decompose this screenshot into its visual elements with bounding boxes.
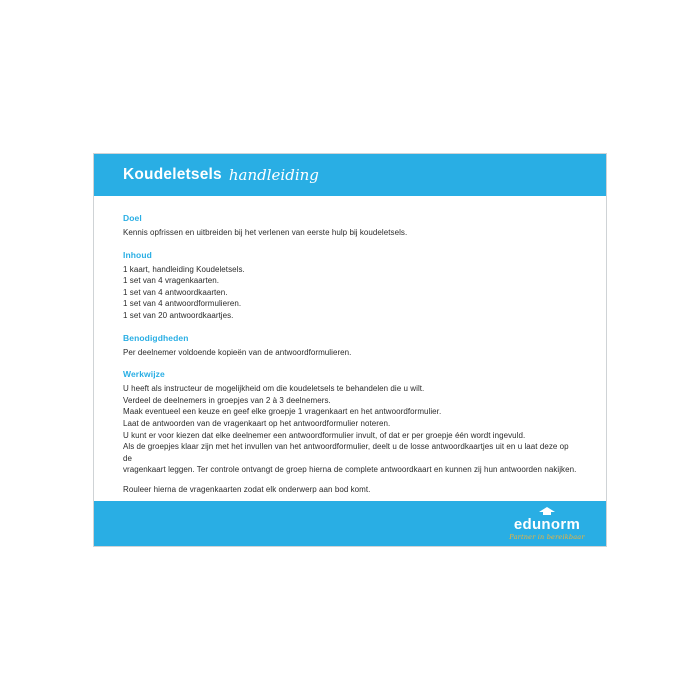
page-title: Koudeletsels	[123, 166, 222, 184]
section-line: Rouleer hierna de vragenkaarten zodat elk onderwerp aan bod komt.	[123, 484, 371, 494]
section-line: vragenkaart leggen. Ter controle ontvangt de groep hierna de complete antwoordkaart en kunnen zij hun antwoorden nakijken.	[123, 465, 577, 475]
section-title: Werkwijze	[123, 369, 165, 380]
section-line: 1 kaart, handleiding Koudeletsels.	[123, 264, 245, 274]
section-benodigdheden	[123, 333, 577, 359]
section-line-spacer	[123, 476, 577, 484]
logo-tagline: Partner in bereikbaar	[509, 532, 585, 541]
page-subtitle: handleiding	[228, 165, 319, 184]
section-inhoud	[123, 250, 577, 322]
section-line: Als de groepjes klaar zijn met het invullen van het antwoordformulier, deelt u de losse antwoordkaartjes uit en u laat deze op de	[123, 442, 569, 463]
section-line: Verdeel de deelnemers in groepjes van 2 à 3 deelnemers.	[123, 395, 331, 405]
section-title: Inhoud	[123, 249, 152, 260]
card-header	[94, 154, 606, 196]
section-werkwijze	[123, 369, 577, 495]
logo-name: edunorm	[513, 515, 581, 533]
card-footer	[94, 501, 606, 546]
card-body	[94, 196, 606, 501]
section-line: U kunt er voor kiezen dat elke deelnemer een antwoordformulier invult, of dat er per groepje één wordt ingevuld.	[123, 430, 526, 440]
section-line: 1 set van 4 antwoordkaarten.	[123, 287, 228, 297]
edunorm-logo	[504, 507, 590, 541]
section-line: U heeft als instructeur de mogelijkheid om die koudeletsels te behandelen die u wilt.	[123, 384, 425, 394]
section-line: 1 set van 20 antwoordkaartjes.	[123, 310, 234, 320]
section-line: Maak eventueel een keuze en geef elke groepje 1 vragenkaart en het antwoordformulier.	[123, 407, 442, 417]
section-line: Per deelnemer voldoende kopieën van de antwoordformulieren.	[123, 347, 352, 357]
section-title: Benodigdheden	[123, 332, 189, 343]
graduation-cap-icon	[539, 507, 555, 516]
instruction-card	[93, 153, 607, 547]
section-line: Kennis opfrissen en uitbreiden bij het verlenen van eerste hulp bij koudeletsels.	[123, 228, 408, 237]
section-doel	[123, 213, 577, 239]
section-line: 1 set van 4 vragenkaarten.	[123, 276, 220, 286]
section-line: Laat de antwoorden van de vragenkaart op het antwoordformulier noteren.	[123, 418, 391, 428]
section-title: Doel	[123, 213, 142, 223]
section-line: 1 set van 4 antwoordformulieren.	[123, 299, 242, 309]
